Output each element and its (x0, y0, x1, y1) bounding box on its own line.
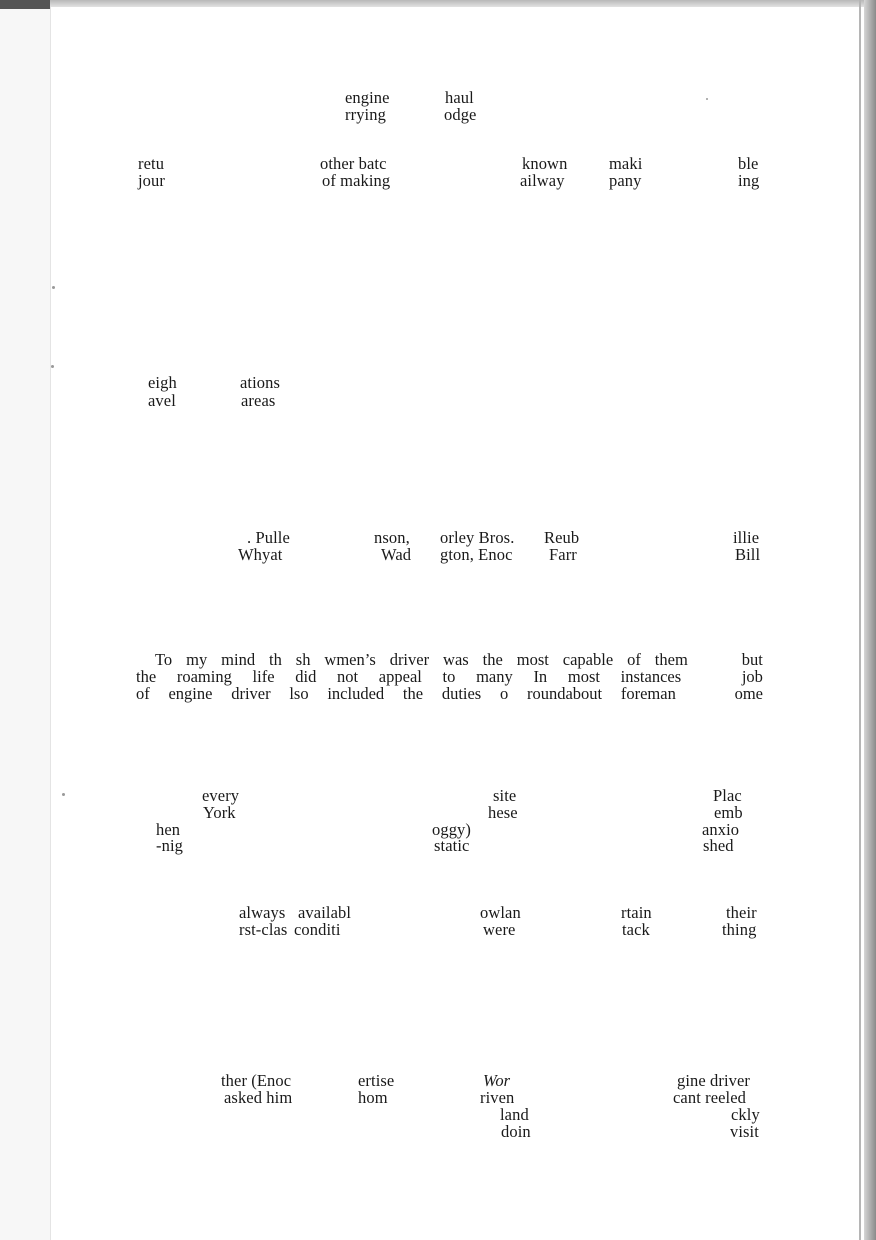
text-fragment: pany (609, 171, 642, 190)
text-fragment: other batc (320, 154, 387, 173)
text-fragment: ther (Enoc (221, 1071, 292, 1090)
text-fragment: Wor (483, 1071, 511, 1090)
text-fragment: jour (138, 171, 165, 190)
scan-top-edge (0, 0, 876, 7)
text-fragment: doin (501, 1122, 531, 1141)
text-fragment: were (483, 920, 516, 939)
word: of (627, 650, 641, 669)
paragraph-line (136, 685, 763, 702)
text-fragment: known (522, 154, 568, 173)
word: roaming (176, 667, 232, 686)
text-fragment: oggy) (432, 820, 471, 839)
text-fragment: land (500, 1105, 529, 1124)
word: many (476, 667, 513, 686)
word: foreman (620, 684, 676, 703)
text-fragment: nson, (374, 528, 410, 547)
text-fragment: tack (622, 920, 650, 939)
text-fragment: availabl (298, 903, 352, 922)
text-fragment: owlan (480, 903, 521, 922)
word: the (402, 684, 424, 703)
word: instances (620, 667, 682, 686)
text-fragment: orley Bros. (440, 528, 515, 547)
text-fragment: Farr (549, 545, 577, 564)
word: them (654, 650, 688, 669)
text-fragment: retu (138, 154, 165, 173)
text-fragment: rrying (345, 105, 386, 124)
text-fragment: hese (488, 803, 518, 822)
text-fragment: Reub (544, 528, 580, 547)
text-fragment: site (493, 786, 517, 805)
text-fragment: thing (722, 920, 757, 939)
paragraph-line (136, 668, 763, 685)
scan-speck (52, 286, 55, 289)
word: the (482, 650, 503, 669)
paragraph (136, 651, 763, 702)
text-fragment: York (203, 803, 236, 822)
text-fragment: asked him (224, 1088, 293, 1107)
text-fragment: haul (445, 88, 474, 107)
word: engine (168, 684, 213, 703)
text-fragment: rst-clas (239, 920, 288, 939)
word: o (499, 684, 509, 703)
text-fragment: ertise (358, 1071, 395, 1090)
word: appeal (378, 667, 422, 686)
word: my (186, 650, 208, 669)
text-fragment: emb (714, 803, 743, 822)
scan-left-margin (0, 0, 51, 1240)
word: In (533, 667, 548, 686)
text-fragment: gton, Enoc (440, 545, 513, 564)
text-fragment: eigh (148, 373, 177, 392)
scan-right-edge (864, 0, 876, 1240)
word: To (155, 650, 173, 669)
text-fragment: cant reeled (673, 1088, 747, 1107)
word: roundabout (526, 684, 603, 703)
word: ome (734, 684, 763, 703)
word: did (295, 667, 317, 686)
text-fragment: anxio (702, 820, 740, 839)
word: th (269, 650, 282, 669)
word: to (442, 667, 456, 686)
text-fragment: gine driver (677, 1071, 751, 1090)
word: most (516, 650, 549, 669)
word: capable (562, 650, 614, 669)
text-fragment: maki (609, 154, 643, 173)
text-fragment: illie (733, 528, 760, 547)
text-fragment: . Pulle (247, 528, 290, 547)
word: the (136, 667, 157, 686)
word: of (136, 684, 150, 703)
word: mind (221, 650, 256, 669)
scan-speck (62, 793, 65, 796)
scan-speck (51, 365, 54, 368)
text-fragment: always (239, 903, 286, 922)
text-fragment: their (726, 903, 757, 922)
text-fragment: ble (738, 154, 759, 173)
word: duties (441, 684, 482, 703)
word: was (443, 650, 469, 669)
text-fragment: areas (241, 391, 276, 410)
text-fragment: every (202, 786, 240, 805)
text-fragment: hen (156, 820, 181, 839)
text-fragment: hom (358, 1088, 388, 1107)
word: but (741, 650, 763, 669)
word: wmen’s (324, 650, 376, 669)
text-fragment: visit (730, 1122, 759, 1141)
word: driver (389, 650, 430, 669)
word: not (337, 667, 359, 686)
word: driver (231, 684, 271, 703)
text-fragment: Wad (381, 545, 412, 564)
text-fragment: ations (240, 373, 281, 392)
text-fragment: Whyat (238, 545, 283, 564)
word: lso (289, 684, 309, 703)
text-fragment: ckly (731, 1105, 760, 1124)
text-fragment: static (434, 836, 470, 855)
text-fragment: ing (738, 171, 760, 190)
text-fragment: of making (322, 171, 391, 190)
scan-speck (706, 98, 708, 100)
word: most (567, 667, 600, 686)
text-fragment: riven (480, 1088, 515, 1107)
scan-corner-shadow (0, 0, 50, 9)
word: included (327, 684, 385, 703)
text-fragment: Bill (735, 545, 761, 564)
word: life (252, 667, 275, 686)
text-fragment: engine (345, 88, 390, 107)
text-fragment: rtain (621, 903, 652, 922)
scan-right-fold (859, 0, 861, 1240)
text-fragment: ailway (520, 171, 565, 190)
text-fragment: Plac (713, 786, 742, 805)
text-fragment: -nig (156, 836, 183, 855)
paragraph-line (136, 651, 763, 668)
word: job (741, 667, 763, 686)
text-fragment: conditi (294, 920, 341, 939)
text-fragment: avel (148, 391, 176, 410)
word: sh (295, 650, 311, 669)
text-fragment: odge (444, 105, 477, 124)
text-fragment: shed (703, 836, 734, 855)
